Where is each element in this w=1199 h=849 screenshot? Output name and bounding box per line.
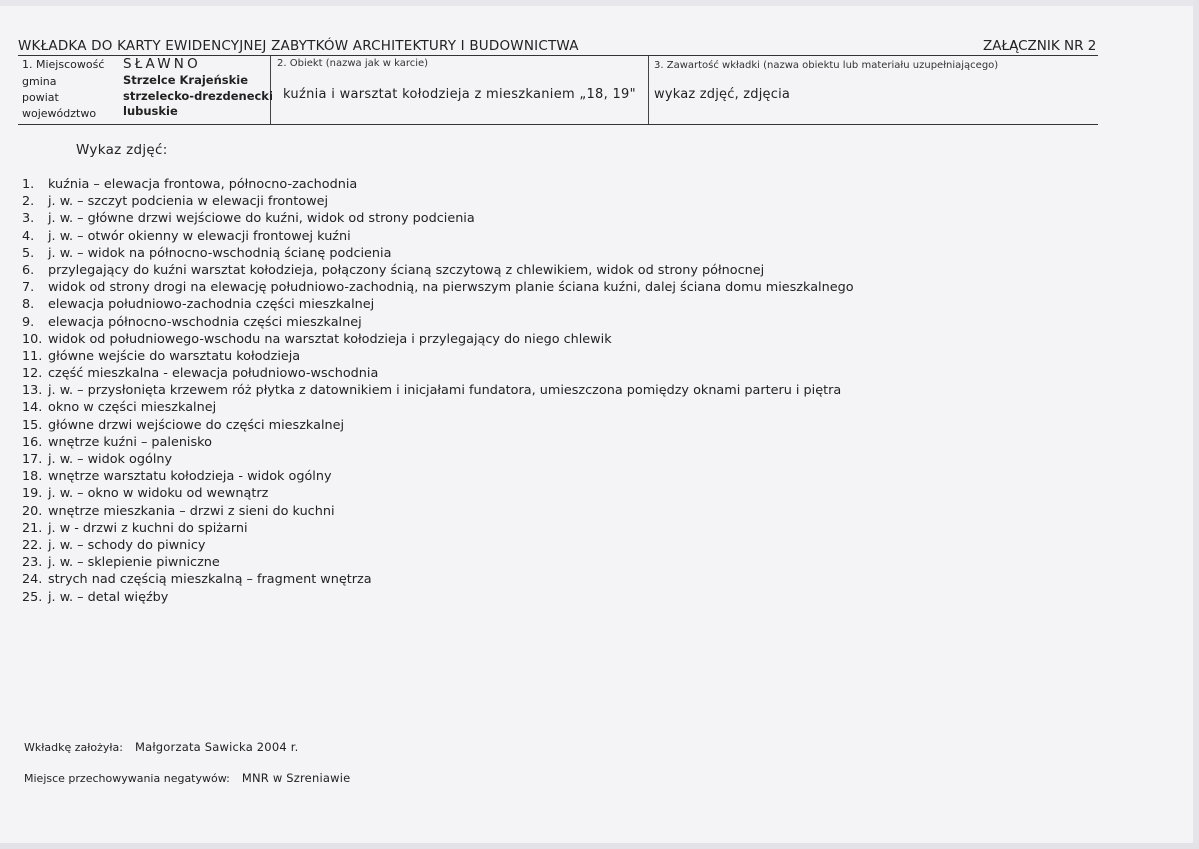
annex-number: ZAŁĄCZNIK NR 2 <box>983 38 1097 54</box>
photo-item-number: 13. <box>22 383 43 399</box>
photo-item-number: 11. <box>22 348 43 364</box>
negatives-storage-value: MNR w Szreniawie <box>241 771 351 785</box>
photo-list-item <box>22 571 854 588</box>
photo-item-description: elewacja południowo-zachodnia części mieszkalnej <box>48 297 375 313</box>
wojewodztwo-value: lubuskie <box>123 104 178 118</box>
negatives-storage-line <box>24 771 350 785</box>
photo-item-number: 23. <box>22 555 43 571</box>
photo-item-description: część mieszkalna - elewacja południowo-wschodnia <box>48 366 379 382</box>
photo-list-item <box>22 485 854 502</box>
photo-item-number: 8. <box>22 297 35 313</box>
photo-item-description: j. w. – widok na północno-wschodnią ścianę podcienia <box>48 245 392 261</box>
photo-item-description: widok od południowego-wschodu na warsztat kołodzieja i przylegający do niego chlewik <box>48 331 612 347</box>
photo-item-description: j. w - drzwi z kuchni do spiżarni <box>48 520 248 536</box>
photo-item-number: 19. <box>22 486 43 502</box>
photo-item-number: 15. <box>22 417 43 433</box>
photo-list-item <box>22 245 854 262</box>
photo-item-number: 2. <box>22 194 35 210</box>
photo-item-description: główne wejście do warsztatu kołodzieja <box>48 348 301 364</box>
gmina-label: gmina <box>22 75 57 88</box>
photo-list-item <box>22 589 854 606</box>
photo-item-description: przylegający do kuźni warsztat kołodzieja, połączony ścianą szczytową z chlewikiem, widok od strony północnej <box>48 262 765 278</box>
photo-list-item <box>22 228 854 245</box>
photo-list-item <box>22 279 854 296</box>
photo-item-number: 3. <box>22 211 35 227</box>
photo-list-item <box>22 331 854 348</box>
photo-item-description: główne drzwi wejściowe do części mieszkalnej <box>48 417 345 433</box>
town-name: SŁAWNO <box>123 56 201 72</box>
photo-item-description: strych nad częścią mieszkalną – fragment wnętrza <box>48 572 372 588</box>
photo-list-item <box>22 348 854 365</box>
photo-item-description: wnętrze kuźni – palenisko <box>48 434 212 450</box>
photo-item-number: 12. <box>22 366 43 382</box>
photo-item-number: 9. <box>22 314 35 330</box>
photo-item-description: wnętrze mieszkania – drzwi z sieni do kuchni <box>48 503 335 519</box>
photo-item-description: kuźnia – elewacja frontowa, północno-zachodnia <box>48 177 358 192</box>
photo-item-number: 10. <box>22 331 43 347</box>
photo-item-description: j. w. – detal więźby <box>48 589 169 605</box>
photo-item-description: j. w. – sklepienie piwniczne <box>48 555 220 571</box>
photo-item-description: elewacja północno-wschodnia części mieszkalnej <box>48 314 362 330</box>
photo-list-heading: Wykaz zdjęć: <box>76 142 168 158</box>
photo-item-number: 16. <box>22 434 43 450</box>
photo-list-item <box>22 296 854 313</box>
photo-list-item <box>22 520 854 537</box>
photo-list-item <box>22 210 854 227</box>
document-title: WKŁADKA DO KARTY EWIDENCYJNEJ ZABYTKÓW ARCHITEKTURY I BUDOWNICTWA <box>18 38 579 54</box>
photo-item-number: 18. <box>22 469 43 485</box>
photo-item-description: j. w. – przysłonięta krzewem róż płytka z datownikiem i inicjałami fundatora, umieszczona pomiędzy oknami parteru i piętra <box>48 383 842 399</box>
negatives-storage-label: Miejsce przechowywania negatywów: <box>24 772 230 785</box>
photo-item-number: 4. <box>22 228 35 244</box>
photo-item-description: j. w. – główne drzwi wejściowe do kuźni, widok od strony podcienia <box>48 211 475 227</box>
created-by-label: Wkładkę założyła: <box>24 741 123 754</box>
photo-item-number: 25. <box>22 589 43 605</box>
header-rule-bottom <box>18 124 1098 125</box>
photo-list-item <box>22 468 854 485</box>
column-divider-2 <box>648 56 649 124</box>
page-edge-top <box>0 0 1199 6</box>
photo-item-number: 7. <box>22 280 35 296</box>
photo-item-description: wnętrze warsztatu kołodzieja - widok ogólny <box>48 469 332 485</box>
photo-item-number: 6. <box>22 262 35 278</box>
wojewodztwo-label: województwo <box>22 107 97 120</box>
photo-list-item <box>22 382 854 399</box>
photo-item-description: j. w. – widok ogólny <box>48 452 173 467</box>
photo-item-description: okno w części mieszkalnej <box>48 400 217 416</box>
photo-item-number: 22. <box>22 537 43 553</box>
photo-item-description: widok od strony drogi na elewację południowo-zachodnią, na pierwszym planie ściana kuźni, dalej ściana domu mieszkalnego <box>48 280 854 296</box>
photo-list-item <box>22 176 854 193</box>
photo-item-description: j. w. – schody do piwnicy <box>48 537 206 553</box>
photo-list-item <box>22 417 854 434</box>
photo-item-description: j. w. – szczyt podcienia w elewacji frontowej <box>48 194 329 210</box>
page-edge-right <box>1193 0 1199 849</box>
photo-item-description: j. w. – okno w widoku od wewnątrz <box>48 486 269 502</box>
photo-list-item <box>22 451 854 468</box>
photo-list-item <box>22 537 854 554</box>
created-by-line <box>24 740 298 754</box>
powiat-value: strzelecko-drezdenecki <box>123 89 273 103</box>
gmina-value: Strzelce Krajeńskie <box>123 73 249 87</box>
photo-list-item <box>22 399 854 416</box>
photo-list <box>22 176 854 606</box>
powiat-label: powiat <box>22 91 59 104</box>
photo-list-item <box>22 193 854 210</box>
page-edge-bottom <box>0 843 1199 849</box>
photo-item-number: 24. <box>22 572 43 588</box>
contents-value: wykaz zdjęć, zdjęcia <box>654 87 791 102</box>
photo-item-number: 17. <box>22 452 43 467</box>
photo-list-item <box>22 554 854 571</box>
photo-list-item <box>22 262 854 279</box>
photo-item-number: 14. <box>22 400 43 416</box>
object-value: kuźnia i warsztat kołodzieja z mieszkaniem „18, 19" <box>283 87 636 102</box>
photo-item-description: j. w. – otwór okienny w elewacji frontowej kuźni <box>48 228 351 244</box>
object-label: 2. Obiekt (nazwa jak w karcie) <box>277 58 429 69</box>
photo-list-item <box>22 434 854 451</box>
photo-list-item <box>22 314 854 331</box>
location-label: 1. Miejscowość <box>22 58 105 71</box>
photo-list-item <box>22 365 854 382</box>
photo-item-number: 20. <box>22 503 43 519</box>
created-by-value: Małgorzata Sawicka 2004 r. <box>134 740 299 754</box>
photo-item-number: 5. <box>22 245 35 261</box>
photo-item-number: 21. <box>22 520 43 536</box>
photo-item-number: 1. <box>22 177 35 192</box>
photo-list-item <box>22 503 854 520</box>
contents-label: 3. Zawartość wkładki (nazwa obiektu lub materiału uzupełniającego) <box>654 60 999 71</box>
